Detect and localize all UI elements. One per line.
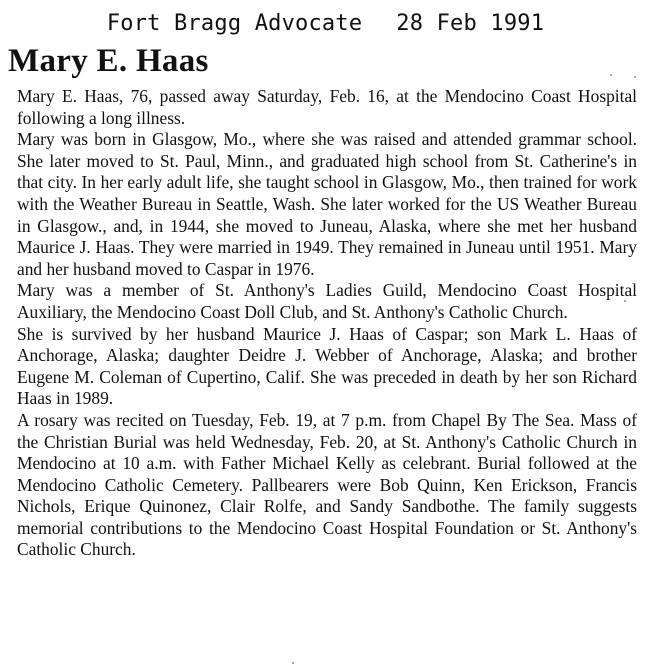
paragraph-memberships: Mary was a member of St. Anthony's Ladies Guild, Mendocino Coast Hospital Auxiliary, the Mendocino Coast Doll Club, and St. Anthony's Catholic Church.	[17, 280, 637, 322]
source-line	[0, 10, 651, 38]
paragraph-survivors: She is survived by her husband Maurice J. Haas of Caspar; son Mark L. Haas of Anchorage, Alaska; daughter Deidre J. Webber of Anchorage, Alaska; and brother Eugene M. Coleman of Cupertino, Calif. She was preceded in death by her son Richard Haas in 1989.	[17, 323, 637, 409]
publication-date: 28 Feb 1991	[396, 11, 545, 36]
print-speck	[624, 300, 626, 302]
paragraph-services: A rosary was recited on Tuesday, Feb. 19, at 7 p.m. from Chapel By The Sea. Mass of the Christian Burial was held Wednesday, Feb. 20, at St. Anthony's Catholic Church in Mendocino at 10 a.m. with Father Michael Kelly as celebrant. Burial followed at the Mendocino Catholic Cemetery. Pallbearers were Bob Quinn, Ken Erickson, Francis Nichols, Erique Quinonez, Clair Rolfe, and Sandy Sandbothe. The family suggests memorial contributions to the Mendocino Coast Hospital Foundation or St. Anthony's Catholic Church.	[17, 409, 637, 560]
paragraph-death-notice: Mary E. Haas, 76, passed away Saturday, Feb. 16, at the Mendocino Coast Hospital following a long illness.	[17, 86, 637, 128]
publication-name: Fort Bragg Advocate	[106, 11, 363, 36]
print-speck	[292, 662, 294, 664]
obituary-body	[17, 86, 637, 561]
print-speck	[634, 76, 636, 78]
paragraph-biography: Mary was born in Glasgow, Mo., where she was raised and attended grammar school. She later moved to St. Paul, Minn., and graduated high school from St. Catherine's in that city. In her early adult life, she taught school in Glasgow, Mo., then trained for work with the Weather Bureau in Seattle, Wash. She later worked for the US Weather Bureau in Glasgow., and, in 1944, she moved to Juneau, Alaska, where she met her husband Maurice J. Haas. They were married in 1949. They remained in Juneau until 1951. Mary and her husband moved to Caspar in 1976.	[17, 129, 637, 279]
obituary-headline: Mary E. Haas	[8, 43, 209, 79]
print-speck	[610, 74, 612, 76]
